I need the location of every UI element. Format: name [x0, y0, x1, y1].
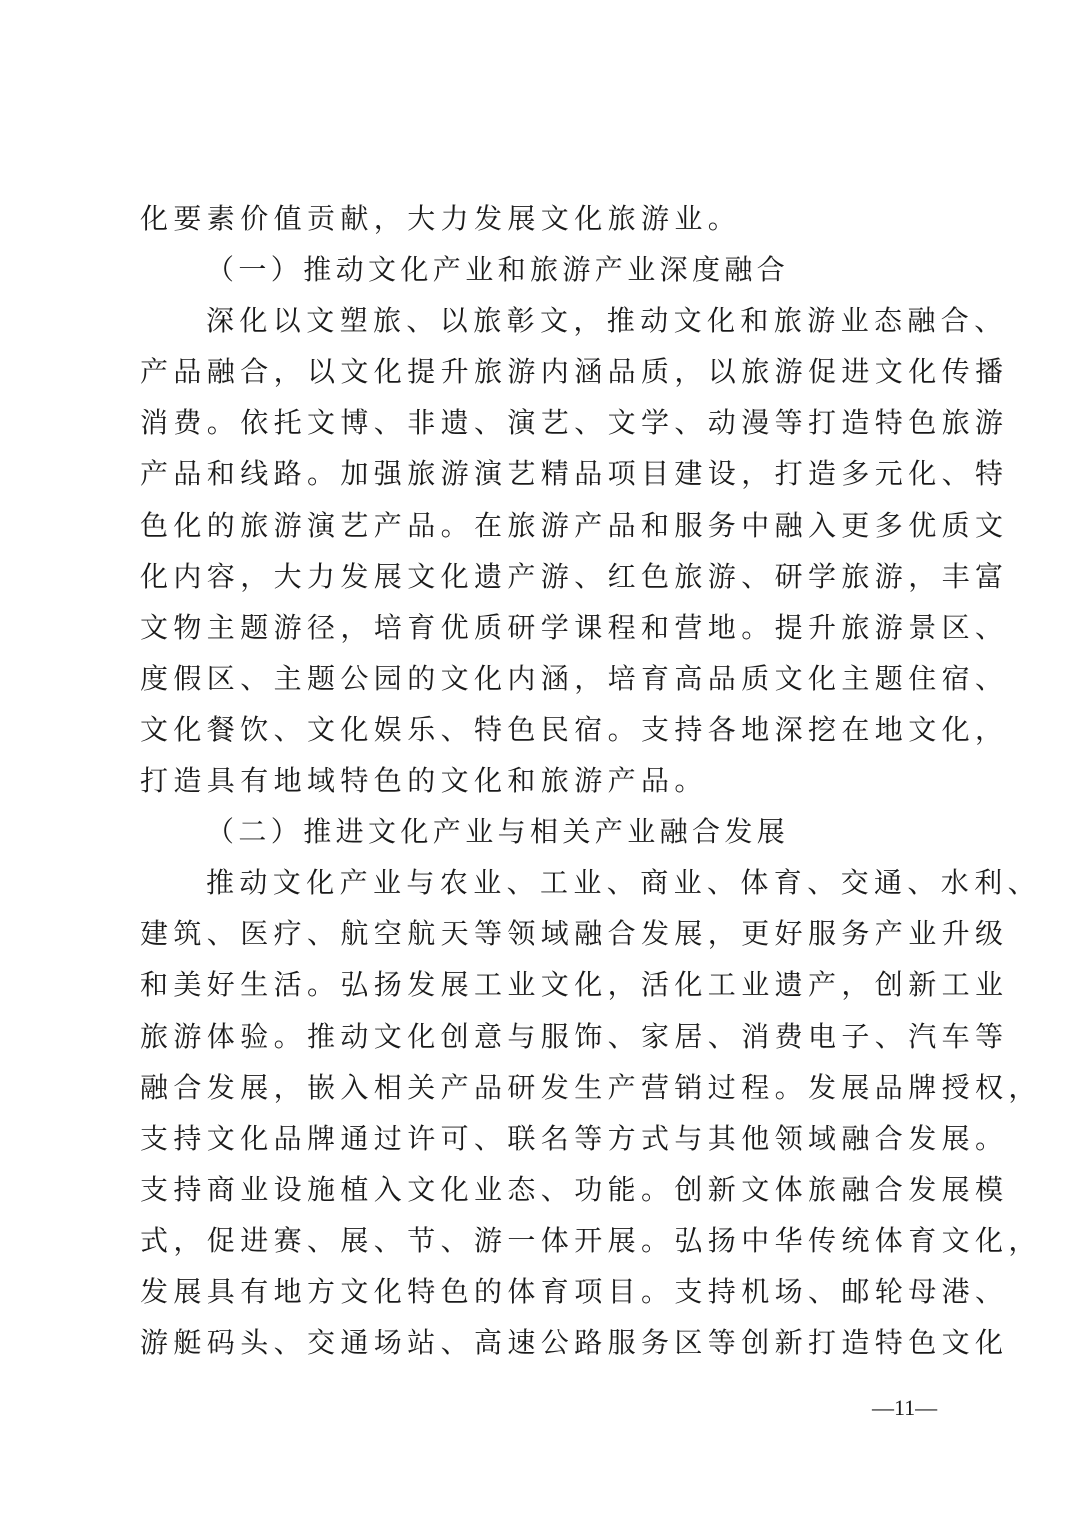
text-line: 化要素价值贡献，大力发展文化旅游业。: [140, 202, 742, 235]
text-line: 化内容，大力发展文化遗产游、红色旅游、研学旅游，丰富: [140, 559, 1009, 593]
text-line: 式，促进赛、展、节、游一体开展。弘扬中华传统体育文化，: [140, 1223, 1042, 1257]
text-line: 消费。依托文博、非遗、演艺、文学、动漫等打造特色旅游: [140, 406, 1009, 440]
text-line: 文物主题游径，培育优质研学课程和营地。提升旅游景区、: [140, 610, 1009, 644]
text-line: 支持文化品牌通过许可、联名等方式与其他领域融合发展。: [140, 1121, 1009, 1155]
text-line: 和美好生活。弘扬发展工业文化，活化工业遗产，创新工业: [140, 968, 1009, 1002]
page-number: —11—: [872, 1395, 938, 1420]
text-line: 度假区、主题公园的文化内涵，培育高品质文化主题住宿、: [140, 661, 1009, 695]
text-line: 游艇码头、交通场站、高速公路服务区等创新打造特色文化: [140, 1326, 1009, 1360]
text-line: 融合发展，嵌入相关产品研发生产营销过程。发展品牌授权，: [140, 1070, 1042, 1104]
text-line: 深化以文塑旅、以旅彰文，推动文化和旅游业态融合、: [206, 304, 1008, 338]
text-line: 产品和线路。加强旅游演艺精品项目建设，打造多元化、特: [140, 457, 1009, 491]
section-heading: （二）推进文化产业与相关产业融合发展: [206, 815, 790, 849]
text-line: 推动文化产业与农业、工业、商业、体育、交通、水利、: [206, 866, 1042, 900]
text-line: 支持商业设施植入文化业态、功能。创新文体旅融合发展模: [140, 1172, 1009, 1206]
text-line: 色化的旅游演艺产品。在旅游产品和服务中融入更多优质文: [140, 508, 1009, 542]
text-line: 旅游体验。推动文化创意与服饰、家居、消费电子、汽车等: [140, 1019, 1009, 1053]
body-text: [140, 193, 1042, 1368]
text-line: 打造具有地域特色的文化和旅游产品。: [140, 764, 708, 798]
section-heading: （一）推动文化产业和旅游产业深度融合: [206, 253, 790, 287]
text-line: 文化餐饮、文化娱乐、特色民宿。支持各地深挖在地文化，: [140, 712, 1009, 746]
text-line: 产品融合，以文化提升旅游内涵品质，以旅游促进文化传播: [140, 355, 1009, 389]
text-line: 建筑、医疗、航空航天等领域融合发展，更好服务产业升级: [140, 917, 1009, 951]
text-line: 发展具有地方文化特色的体育项目。支持机场、邮轮母港、: [140, 1274, 1009, 1308]
